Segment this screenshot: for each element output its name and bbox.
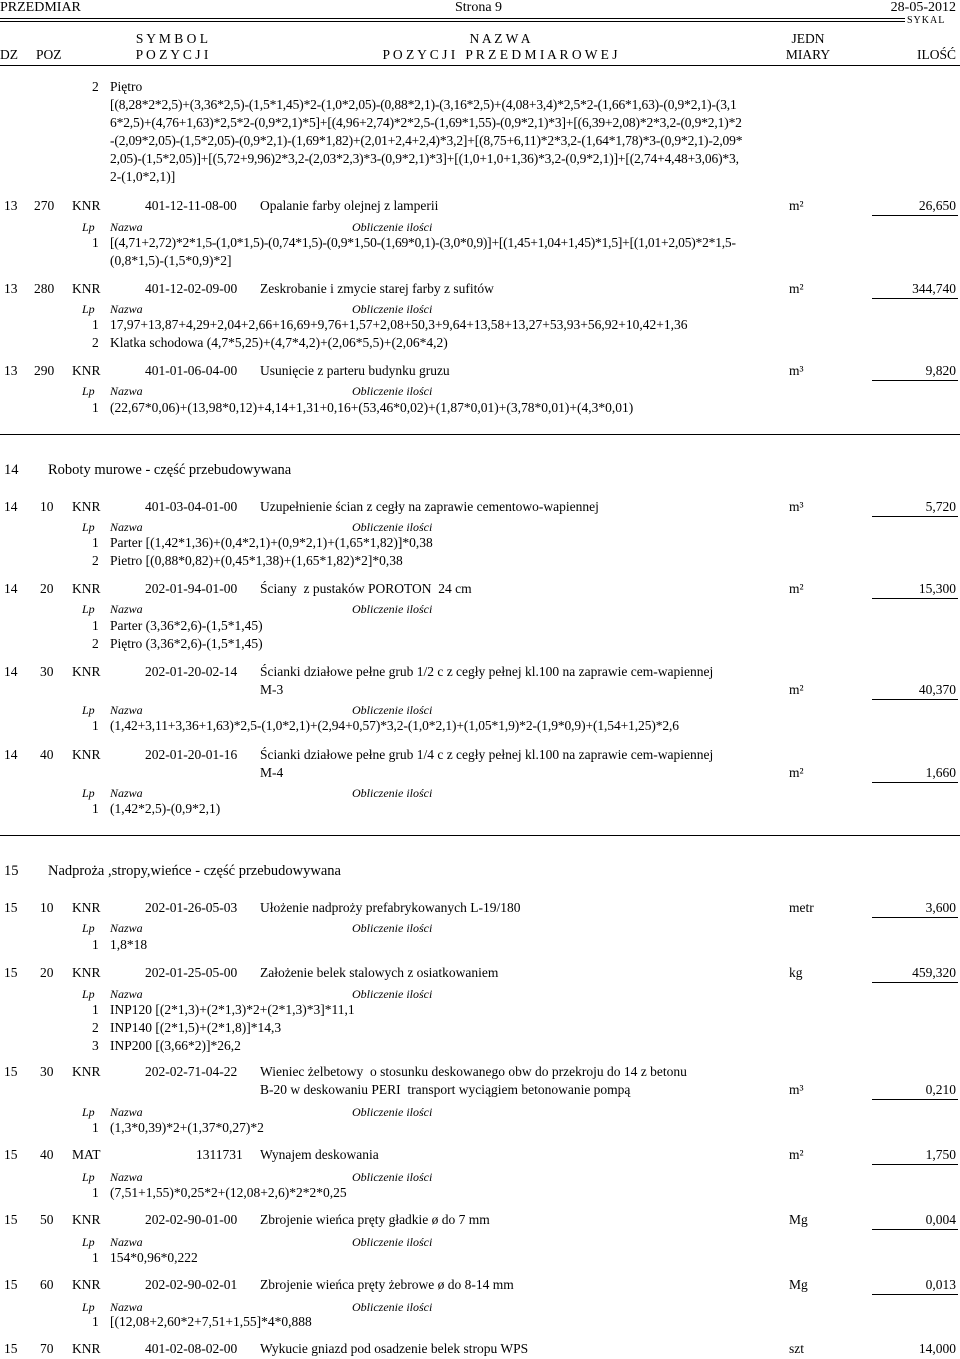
item-name: Zeskrobanie i zmycie starej farby z sufitów <box>260 281 494 296</box>
calc-text: INP120 [(2*1,3)+(2*1,3)*2+(2*1,3)*3]*11,1 <box>110 1002 355 1017</box>
dz: 13 <box>4 198 18 213</box>
calc-lp: 1 <box>92 235 99 250</box>
calc-text: INP200 [(3,66*2)]*26,2 <box>110 1038 241 1053</box>
unit: m² <box>789 581 804 596</box>
poz: 40 <box>40 1147 54 1162</box>
unit: szt <box>789 1341 804 1356</box>
symbol: 202-01-94-01-00 <box>145 581 238 596</box>
quantity: 26,650 <box>918 198 956 213</box>
quantity-rule <box>872 782 958 783</box>
calc-text: INP140 [(2*1,5)+(2*1,8)]*14,3 <box>110 1020 282 1035</box>
quantity: 5,720 <box>925 499 956 514</box>
item-name: M-3 <box>260 682 284 697</box>
poz: 20 <box>40 965 54 980</box>
quantity-rule <box>872 1099 958 1100</box>
calc-text: 2,05)-(1,5*2,05)]+[(5,72+9,96)2*3,2-(2,03*2,3)*3-(0,9*2,1)*3]+[(1,0+1,0+1,36)*3,2-(0,9*2,1)]+[(2,74+4,48+3,06)*3, <box>110 151 739 166</box>
quantity: 344,740 <box>912 281 956 296</box>
section-separator <box>0 835 960 836</box>
dz: 13 <box>4 363 18 378</box>
unit: m³ <box>789 1082 804 1097</box>
base-type: KNR <box>72 1277 101 1292</box>
item-name: Założenie belek stalowych z osiatkowaniem <box>260 965 499 980</box>
calc-lp: 1 <box>92 1314 99 1329</box>
unit: m² <box>789 198 804 213</box>
calc-text: (1,42*2,5)-(0,9*2,1) <box>110 801 221 816</box>
unit: metr <box>789 900 814 915</box>
col-poz: POZ <box>36 47 62 62</box>
calc-label: Obliczenie ilości <box>352 520 433 534</box>
calc-lp: 2 <box>92 79 99 94</box>
quantity: 9,820 <box>925 363 956 378</box>
quantity: 1,750 <box>925 1147 956 1162</box>
nazwa-label: Nazwa <box>110 703 143 717</box>
unit: kg <box>789 965 803 980</box>
base-type: KNR <box>72 664 101 679</box>
quantity: 1,660 <box>925 765 956 780</box>
lp-label: Lp <box>82 302 95 316</box>
calc-text: Klatka schodowa (4,7*5,25)+(4,7*4,2)+(2,06*5,5)+(2,06*4,2) <box>110 335 448 350</box>
col-symbol-2: P O Z Y C J I <box>135 47 209 62</box>
quantity-rule <box>872 380 958 381</box>
calc-label: Obliczenie ilości <box>352 921 433 935</box>
lp-label: Lp <box>82 703 95 717</box>
base-type: KNR <box>72 581 101 596</box>
symbol: 1311731 <box>196 1147 243 1162</box>
calc-lp: 1 <box>92 1250 99 1265</box>
quantity-rule <box>872 699 958 700</box>
lp-label: Lp <box>82 921 95 935</box>
poz: 50 <box>40 1212 54 1227</box>
calc-text: -(2,09*2,05)-(1,5*2,05)-(0,9*2,1)-(1,69*1,82)+(2,01+2,4+2,4)*3,2]+[(8,75+6,11)*2*3,2-(1,64*1,78)*3-(0,9*2,1)-2,09* <box>110 133 743 148</box>
calc-text: (7,51+1,55)*0,25*2+(12,08+2,6)*2*2*0,25 <box>110 1185 347 1200</box>
col-jedn-1: JEDN <box>791 31 825 46</box>
calc-text: [(8,28*2*2,5)+(3,36*2,5)-(1,5*1,45)*2-(1,0*2,05)-(0,88*2,1)-(3,16*2,5)+(4,08+3,4)*2,5*2-(1,66*1,63)-(0,9*2,1)-(3,1 <box>110 97 737 112</box>
lp-label: Lp <box>82 987 95 1001</box>
lp-label: Lp <box>82 786 95 800</box>
dz: 15 <box>4 900 18 915</box>
dz: 14 <box>4 664 18 679</box>
item-name: Ścianki działowe pełne grub 1/4 c z cegły pełnej kl.100 na zaprawie cem-wapiennej <box>260 747 714 762</box>
calc-label: Obliczenie ilości <box>352 302 433 316</box>
base-type: KNR <box>72 1064 101 1079</box>
calc-label: Obliczenie ilości <box>352 1105 433 1119</box>
symbol: 401-12-11-08-00 <box>145 198 237 213</box>
calc-lp: 1 <box>92 535 99 550</box>
calc-text: 17,97+13,87+4,29+2,04+2,66+16,69+9,76+1,57+2,08+50,3+9,64+13,58+13,27+53,93+56,92+10,42+1,36 <box>110 317 688 332</box>
symbol: 401-12-02-09-00 <box>145 281 238 296</box>
quantity-rule <box>872 917 958 918</box>
calc-label: Obliczenie ilości <box>352 602 433 616</box>
section-title: Roboty murowe - część przebudowywana <box>48 462 292 478</box>
unit: m² <box>789 682 804 697</box>
col-symbol-1: S Y M B O L <box>135 31 209 46</box>
quantity-rule <box>872 1229 958 1230</box>
dz: 14 <box>4 581 18 596</box>
dz: 15 <box>4 1147 18 1162</box>
item-name: Zbrojenie wieńca pręty gładkie ø do 7 mm <box>260 1212 490 1227</box>
poz: 60 <box>40 1277 54 1292</box>
section-number: 15 <box>4 863 19 879</box>
item-name: Opalanie farby olejnej z lamperii <box>260 198 439 213</box>
calc-lp: 1 <box>92 1120 99 1135</box>
nazwa-label: Nazwa <box>110 1105 143 1119</box>
item-name: Ułożenie nadproży prefabrykowanych L-19/180 <box>260 900 521 915</box>
symbol: 202-02-90-02-01 <box>145 1277 238 1292</box>
quantity-rule <box>872 598 958 599</box>
nazwa-label: Nazwa <box>110 520 143 534</box>
doc-date: 28-05-2012 <box>890 0 956 15</box>
symbol: 202-01-26-05-03 <box>145 900 238 915</box>
calc-lp: 1 <box>92 618 99 633</box>
item-name: Ściany z pustaków POROTON 24 cm <box>260 581 472 596</box>
base-type: KNR <box>72 1341 101 1356</box>
calc-text: Piętro (3,36*2,6)-(1,5*1,45) <box>110 636 263 651</box>
dz: 15 <box>4 1277 18 1292</box>
quantity-rule <box>872 1164 958 1165</box>
quantity: 0,004 <box>925 1212 956 1227</box>
poz: 30 <box>40 664 54 679</box>
section-number: 14 <box>4 462 19 478</box>
calc-lp: 2 <box>92 553 99 568</box>
dz: 15 <box>4 965 18 980</box>
nazwa-label: Nazwa <box>110 987 143 1001</box>
calc-text: [(12,08+2,60*2+7,51+1,55]*4*0,888 <box>110 1314 312 1329</box>
unit: m² <box>789 1147 804 1162</box>
calc-label: Obliczenie ilości <box>352 1300 433 1314</box>
symbol: 202-01-20-01-16 <box>145 747 238 762</box>
base-type: KNR <box>72 900 101 915</box>
calc-label: Obliczenie ilości <box>352 786 433 800</box>
quantity-rule <box>872 298 958 299</box>
nazwa-label: Nazwa <box>110 1235 143 1249</box>
dz: 13 <box>4 281 18 296</box>
calc-lp: 1 <box>92 1002 99 1017</box>
nazwa-label: Nazwa <box>110 921 143 935</box>
quantity-rule <box>872 516 958 517</box>
calc-text: Parter (3,36*2,6)-(1,5*1,45) <box>110 618 263 633</box>
poz: 70 <box>40 1341 54 1356</box>
nazwa-label: Nazwa <box>110 1170 143 1184</box>
calc-lp: 2 <box>92 1020 99 1035</box>
quantity: 15,300 <box>918 581 956 596</box>
calc-text: 154*0,96*0,222 <box>110 1250 198 1265</box>
nazwa-label: Nazwa <box>110 302 143 316</box>
lp-label: Lp <box>82 220 95 234</box>
calc-lp: 2 <box>92 335 99 350</box>
unit: m² <box>789 281 804 296</box>
quantity-rule <box>872 215 958 216</box>
base-type: KNR <box>72 1212 101 1227</box>
poz: 20 <box>40 581 54 596</box>
col-nazwa-2: P O Z Y C J I P R Z E D M I A R O W E J <box>382 47 618 62</box>
base-type: KNR <box>72 363 101 378</box>
base-type: KNR <box>72 965 101 980</box>
poz: 270 <box>34 198 55 213</box>
calc-text: Parter [(1,42*1,36)+(0,4*2,1)+(0,9*2,1)+(1,65*1,82)]*0,38 <box>110 535 433 550</box>
calc-lp: 3 <box>92 1038 99 1053</box>
lp-label: Lp <box>82 384 95 398</box>
nazwa-label: Nazwa <box>110 1300 143 1314</box>
base-type: KNR <box>72 499 101 514</box>
quantity-rule <box>872 1294 958 1295</box>
dz: 14 <box>4 499 18 514</box>
dz: 14 <box>4 747 18 762</box>
poz: 280 <box>34 281 55 296</box>
quantity-rule <box>872 982 958 983</box>
nazwa-label: Nazwa <box>110 384 143 398</box>
item-name: Usunięcie z parteru budynku gruzu <box>260 363 450 378</box>
calc-label: Obliczenie ilości <box>352 384 433 398</box>
symbol: 401-01-06-04-00 <box>145 363 238 378</box>
calc-text: (22,67*0,06)+(13,98*0,12)+4,14+1,31+0,16+(53,46*0,02)+(1,87*0,01)+(3,78*0,01)+(4,3*0,01) <box>110 400 634 415</box>
unit: m² <box>789 765 804 780</box>
calc-text: 6*2,5)+(4,76+1,63)*2,5*2-(0,9*2,1)*5]+[(4,96+2,74)*2*2,5-(1,69*1,55)-(0,9*2,1)*3]+[(6,39+2,08)*2*3,2-(0,9*2,1)*2 <box>110 115 742 130</box>
item-name: Wieniec żelbetowy o stosunku deskowanego obw do przekroju do 14 z betonu <box>260 1064 687 1079</box>
base-type: MAT <box>72 1147 101 1162</box>
dz: 15 <box>4 1341 18 1356</box>
header-rule <box>0 18 905 22</box>
calc-text: Piętro <box>110 79 143 94</box>
unit: Mg <box>789 1277 808 1292</box>
col-ilosc: ILOŚĆ <box>916 47 956 62</box>
calc-lp: 1 <box>92 718 99 733</box>
quantity: 3,600 <box>925 900 956 915</box>
symbol: 202-02-71-04-22 <box>145 1064 238 1079</box>
calc-text: 1,8*18 <box>110 937 148 952</box>
base-type: KNR <box>72 747 101 762</box>
dz: 15 <box>4 1212 18 1227</box>
poz: 10 <box>40 499 54 514</box>
lp-label: Lp <box>82 1300 95 1314</box>
col-nazwa-1: N A Z W A <box>469 31 531 46</box>
col-jedn-2: MIARY <box>785 47 831 62</box>
symbol: 401-03-04-01-00 <box>145 499 238 514</box>
calc-label: Obliczenie ilości <box>352 703 433 717</box>
lp-label: Lp <box>82 1170 95 1184</box>
lp-label: Lp <box>82 602 95 616</box>
brand-label: SYKAL <box>907 15 946 26</box>
symbol: 202-01-25-05-00 <box>145 965 238 980</box>
lp-label: Lp <box>82 1105 95 1119</box>
calc-lp: 1 <box>92 400 99 415</box>
symbol: 401-02-08-02-00 <box>145 1341 238 1356</box>
unit: Mg <box>789 1212 808 1227</box>
calc-lp: 2 <box>92 636 99 651</box>
header-bottom-rule <box>0 65 960 66</box>
nazwa-label: Nazwa <box>110 220 143 234</box>
item-name: Uzupełnienie ścian z cegły na zaprawie cementowo-wapiennej <box>260 499 599 514</box>
calc-label: Obliczenie ilości <box>352 1235 433 1249</box>
calc-lp: 1 <box>92 1185 99 1200</box>
unit: m³ <box>789 499 804 514</box>
quantity: 0,013 <box>925 1277 956 1292</box>
calc-label: Obliczenie ilości <box>352 220 433 234</box>
calc-text: (1,3*0,39)*2+(1,37*0,27)*2 <box>110 1120 264 1135</box>
base-type: KNR <box>72 281 101 296</box>
poz: 30 <box>40 1064 54 1079</box>
item-name: Ścianki działowe pełne grub 1/2 c z cegły pełnej kl.100 na zaprawie cem-wapiennej <box>260 664 714 679</box>
symbol: 202-02-90-01-00 <box>145 1212 238 1227</box>
calc-lp: 1 <box>92 937 99 952</box>
quantity: 40,370 <box>918 682 956 697</box>
base-type: KNR <box>72 198 101 213</box>
col-dz: DZ <box>0 47 18 62</box>
calc-label: Obliczenie ilości <box>352 1170 433 1184</box>
page-number: Strona 9 <box>455 0 503 15</box>
unit: m³ <box>789 363 804 378</box>
lp-label: Lp <box>82 1235 95 1249</box>
quantity: 0,210 <box>925 1082 956 1097</box>
calc-text: (1,42+3,11+3,36+1,63)*2,5-(1,0*2,1)+(2,94+0,57)*3,2-(1,0*2,1)+(1,05*1,9)*2-(1,9*0,9)+(1,54+1,25)*2,6 <box>110 718 679 733</box>
calc-text: [(4,71+2,72)*2*1,5-(1,0*1,5)-(0,74*1,5)-(0,9*1,50-(1,69*0,1)-(3,0*0,9)]+[(1,45+1,04+1,45)*1,5]+[(1,01+2,05)*2*1,5- <box>110 235 736 250</box>
item-name: M-4 <box>260 765 284 780</box>
dz: 15 <box>4 1064 18 1079</box>
calc-text: 2-(1,0*2,1)] <box>110 169 176 184</box>
item-name: Wynajem deskowania <box>260 1147 379 1162</box>
symbol: 202-01-20-02-14 <box>145 664 238 679</box>
quantity: 14,000 <box>918 1341 956 1356</box>
item-name: Wykucie gniazd pod osadzenie belek stropu WPS <box>260 1341 529 1356</box>
item-name: B-20 w deskowaniu PERI transport wyciągiem betonowanie pompą <box>260 1082 631 1097</box>
nazwa-label: Nazwa <box>110 602 143 616</box>
lp-label: Lp <box>82 520 95 534</box>
calc-label: Obliczenie ilości <box>352 987 433 1001</box>
doc-type: PRZEDMIAR <box>0 0 81 15</box>
calc-text: Pietro [(0,88*0,82)+(0,45*1,38)+(1,65*1,82)*2]*0,38 <box>110 553 403 568</box>
item-name: Zbrojenie wieńca pręty żebrowe ø do 8-14 mm <box>260 1277 514 1292</box>
calc-lp: 1 <box>92 317 99 332</box>
quantity: 459,320 <box>912 965 956 980</box>
nazwa-label: Nazwa <box>110 786 143 800</box>
calc-lp: 1 <box>92 801 99 816</box>
section-separator <box>0 434 960 435</box>
poz: 10 <box>40 900 54 915</box>
poz: 290 <box>34 363 55 378</box>
section-title: Nadproża ,stropy,wieńce - część przebudowywana <box>48 863 341 879</box>
poz: 40 <box>40 747 54 762</box>
calc-text: (0,8*1,5)-(1,5*0,9)*2] <box>110 253 232 268</box>
